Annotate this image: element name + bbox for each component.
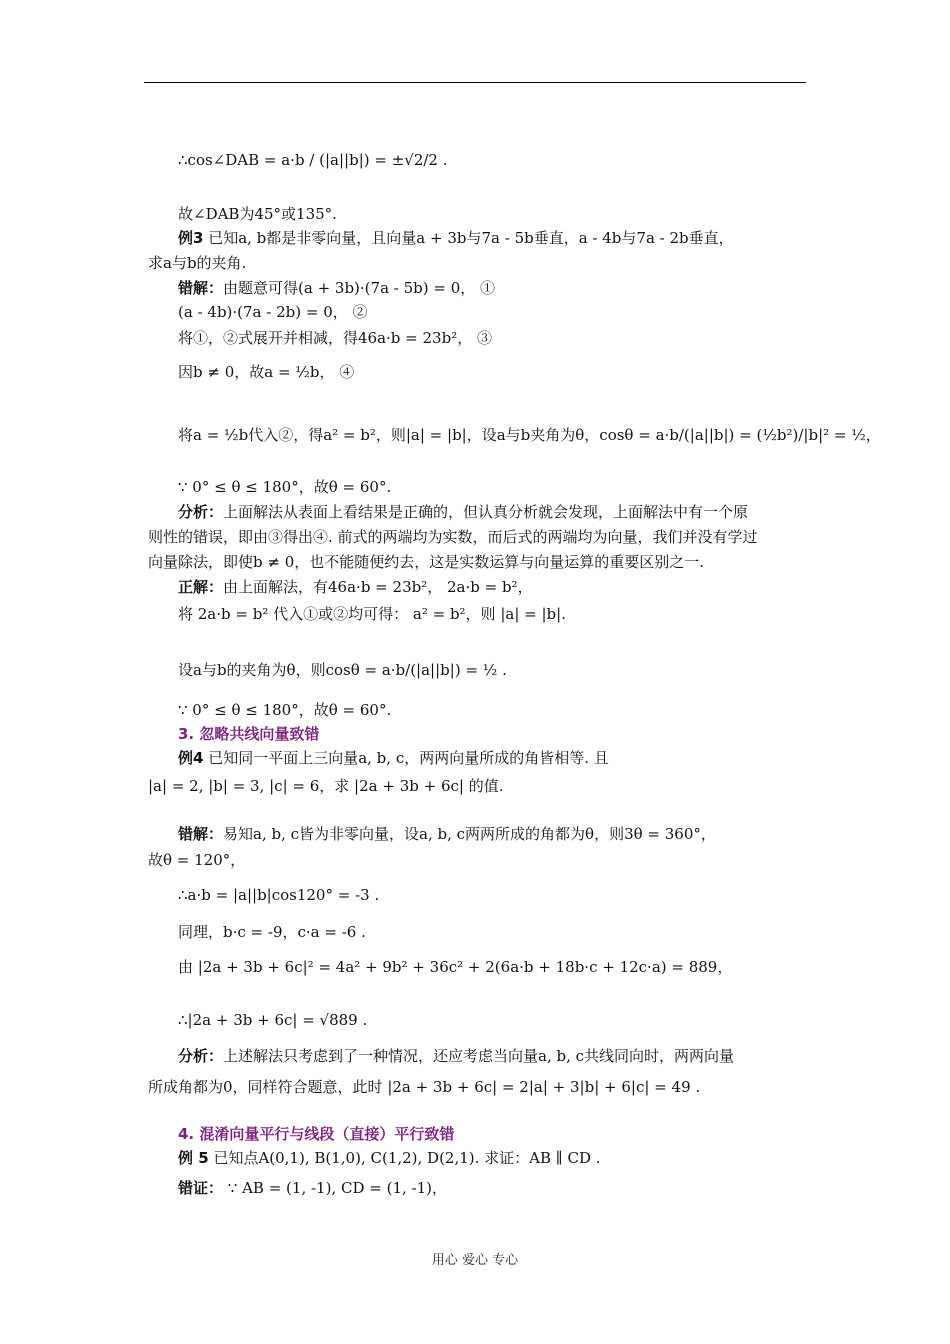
line-text: 将a = ½b代入②，得a² = b²，则|a| = |b|，设a与b夹角为θ，cosθ = a·b/(|a||b|) = (½b²)/|b|² = ½， xyxy=(178,426,881,444)
line-text: 由上面解法，有46a·b = 23b²， 2a·b = b²， xyxy=(223,578,533,596)
text-line xyxy=(178,922,366,942)
section-heading xyxy=(178,724,319,744)
line-text: 4. 混淆向量平行与线段（直接）平行致错 xyxy=(178,1125,455,1143)
line-text: 向量除法，即使b ≠ 0，也不能随便约去，这是实数运算与向量运算的重要区别之一. xyxy=(148,553,705,571)
line-label: 例3 xyxy=(178,229,204,247)
line-text: 故θ = 120°， xyxy=(148,851,246,869)
line-text: 已知同一平面上三向量a, b, c，两两向量所成的角皆相等. 且 xyxy=(203,749,609,767)
page-footer: 用心 爱心 专心 xyxy=(431,1253,519,1268)
line-text: 则性的错误，即由③得出④. 前式的两端均为实数，而后式的两端均为向量，我们并没有学过 xyxy=(148,528,758,546)
text-line xyxy=(148,1077,700,1097)
line-text: 因b ≠ 0，故a = ½b， ④ xyxy=(178,363,355,381)
text-line xyxy=(178,577,533,597)
line-text: 所成角都为0，同样符合题意，此时 |2a + 3b + 6c| = 2|a| + 3|b| + 6|c| = 49 . xyxy=(148,1078,701,1096)
line-text: 同理，b·c = -9，c·a = -6 . xyxy=(178,923,366,941)
line-text: 3. 忽略共线向量致错 xyxy=(178,725,320,743)
text-line xyxy=(148,253,246,273)
text-line xyxy=(178,278,495,298)
line-text: 上述解法只考虑到了一种情况，还应考虑当向量a, b, c共线同向时，两两向量 xyxy=(223,1047,735,1065)
line-label: 分析： xyxy=(178,503,224,521)
line-text: 将 2a·b = b² 代入①或②均可得： a² = b²，则 |a| = |b|. xyxy=(178,605,566,623)
text-line xyxy=(178,700,391,720)
text-line xyxy=(178,425,881,445)
line-label: 例4 xyxy=(178,749,204,767)
text-line xyxy=(178,1178,447,1198)
text-line xyxy=(178,824,716,844)
header-rule xyxy=(144,82,806,83)
text-line xyxy=(178,204,337,224)
line-text: 由 |2a + 3b + 6c|² = 4a² + 9b² + 36c² + 2(6a·b + 18b·c + 12c·a) = 889， xyxy=(178,958,733,976)
text-line xyxy=(178,502,748,522)
line-text: 故∠DAB为45°或135°. xyxy=(178,205,337,223)
text-line xyxy=(148,552,704,572)
text-line xyxy=(178,362,354,382)
text-line xyxy=(178,748,609,768)
text-line xyxy=(148,850,245,870)
text-line xyxy=(178,328,492,348)
line-text: 上面解法从表面上看结果是正确的，但认真分析就会发现，上面解法中有一个原 xyxy=(223,503,749,521)
text-line xyxy=(178,1046,734,1066)
line-text: 将①，②式展开并相减，得46a·b = 23b²， ③ xyxy=(178,329,492,347)
text-line xyxy=(178,604,566,624)
text-line xyxy=(178,302,368,322)
text-line xyxy=(178,150,448,170)
line-text: 由题意可得(a + 3b)·(7a - 5b) = 0， ① xyxy=(223,279,496,297)
text-line xyxy=(178,477,391,497)
line-text: 已知a, b都是非零向量，且向量a + 3b与7a - 5b垂直，a - 4b与7a - 2b垂直， xyxy=(203,229,734,247)
text-line xyxy=(148,776,503,796)
line-label: 分析： xyxy=(178,1047,224,1065)
line-text: 易知a, b, c皆为非零向量，设a, b, c两两所成的角都为θ，则3θ = 360°， xyxy=(223,825,716,843)
text-line xyxy=(178,228,734,248)
line-text: 求a与b的夹角. xyxy=(148,254,247,272)
line-text: ∴a·b = |a||b|cos120° = -3 . xyxy=(178,886,380,904)
text-line xyxy=(148,527,758,547)
line-label: 错证： xyxy=(178,1179,224,1197)
line-text: ∵ AB = (1, -1), CD = (1, -1)， xyxy=(223,1179,447,1197)
line-text: ∵ 0° ≤ θ ≤ 180°，故θ = 60°. xyxy=(178,701,392,719)
line-text: |a| = 2, |b| = 3, |c| = 6，求 |2a + 3b + 6c| 的值. xyxy=(148,777,504,795)
line-label: 例 5 xyxy=(178,1149,209,1167)
line-text: ∴cos∠DAB = a·b / (|a||b|) = ±√2/2 . xyxy=(178,151,448,169)
line-text: (a - 4b)·(7a - 2b) = 0， ② xyxy=(178,303,368,321)
section-heading xyxy=(178,1124,454,1144)
text-line xyxy=(178,1010,367,1030)
text-line xyxy=(178,660,507,680)
text-line xyxy=(178,885,379,905)
text-line xyxy=(178,1148,601,1168)
line-label: 正解： xyxy=(178,578,224,596)
line-text: 已知点A(0,1), B(1,0), C(1,2), D(2,1). 求证：AB ∥ CD . xyxy=(208,1149,601,1167)
line-text: ∵ 0° ≤ θ ≤ 180°，故θ = 60°. xyxy=(178,478,392,496)
line-text: 设a与b的夹角为θ，则cosθ = a·b/(|a||b|) = ½ . xyxy=(178,661,507,679)
line-label: 错解： xyxy=(178,825,224,843)
line-label: 错解： xyxy=(178,279,224,297)
text-line xyxy=(178,957,732,977)
line-text: ∴|2a + 3b + 6c| = √889 . xyxy=(178,1011,368,1029)
